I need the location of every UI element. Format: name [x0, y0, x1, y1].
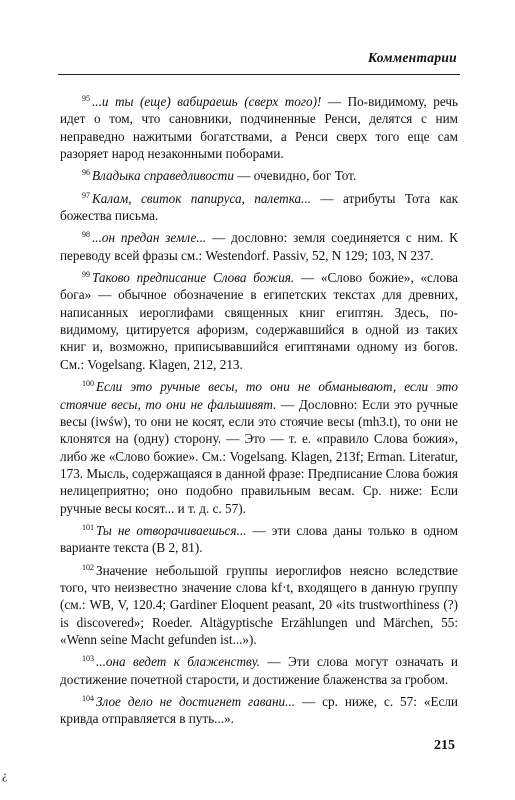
note-text: — Дословно: Если это ручные весы (iwśw), то они не косят, если это стоячие весы (mh3.t), то они не клонятся на (одну) сторону. — Это — т. е. «правило Слова божия», либо же «Слово божие». См.: Vogelsang. Klagen, 213f; Erman. Literatur, 173. Мысль, содержащаяся в данной фразе: Предписание Слова божия нелицеприятно; оно подобно правильным весам. Ср. ниже: Если ручные весы косят... и т. д. с. 57). — [60, 396, 459, 516]
note-text: — По-видимому, речь идет о том, что сановники, подчиненные Ренси, делятся с ним неправедно нажитыми богатствами, а Ренси сверх того еще сам разоряет народ незаконными поборами. — [60, 94, 458, 162]
running-head: Комментарии — [367, 50, 457, 65]
note-lemma: ...он предан земле... — [92, 230, 207, 246]
note-lemma: Злое дело не достигнет гавани... — [96, 694, 296, 709]
note-97 — [60, 187, 458, 225]
note-number: 100 — [82, 379, 94, 389]
note-text: — дословно: земля соединяется с ним. К переводу всей фразы см.: Westendorf. Passiv, 52, N 129; 103, N 237. — [60, 230, 458, 263]
note-number: 97 — [82, 190, 90, 200]
note-number: 95 — [82, 94, 90, 103]
note-103 — [60, 650, 458, 688]
note-lemma: Калам, свиток папируса, палетка... — [92, 190, 312, 206]
note-lemma: Если это ручные весы, то они не обманывают, если это стоячие весы, то они не фальшивят. — [60, 379, 458, 412]
note-lemma: Ты не отворачиваешься... — [96, 522, 247, 538]
page-number: 215 — [434, 738, 455, 753]
note-number: 103 — [82, 654, 94, 664]
commentary-body — [60, 90, 458, 730]
note-number: 104 — [82, 694, 94, 703]
note-101 — [60, 519, 458, 557]
note-lemma: Владыка справедливости — [92, 168, 234, 184]
note-text: — очевидно, бог Тот. — [233, 168, 357, 184]
note-lemma: ...она ведет к блаженству. — [96, 654, 261, 670]
note-text: — атрибуты Тота как божества письма. — [60, 190, 458, 224]
note-95 — [60, 90, 458, 162]
note-100 — [60, 375, 458, 517]
note-text: Значение небольшой группы иероглифов неясно вследствие того, что неизвестно значение слова kf·t, входящего в данную группу (см.: WB, V, 120.4; Gardiner Eloquent peasant, 20 «its trustworthiness (?) is discovered»; Roeder. Altägyptische Erzählungen und Märchen, 55: «Wenn seine Macht gefunden ist...»). — [60, 562, 458, 647]
note-number: 98 — [82, 230, 90, 240]
note-text: — «Слово божие», «слова бога» — обычное обозначение в египетских текстах для древних, написанных иероглифами священных книг египтян. Здесь, по-видимому, цитируется афоризм, содержавшийся в одной из таких книг и, возможно, приписывавшийся египтянами одному из богов. См.: Vogelsang. Klagen, 212, 213. — [60, 270, 458, 372]
edge-mark: ¿ — [2, 768, 8, 782]
note-number: 99 — [82, 270, 90, 280]
note-96 — [60, 164, 458, 184]
note-102 — [60, 559, 458, 649]
note-text: — ср. ниже, с. 57: «Если кривда отправляется в путь...». — [60, 694, 458, 727]
note-number: 96 — [82, 168, 90, 178]
note-lemma: Таково предписание Слова божия. — [92, 270, 295, 286]
header-rule — [58, 74, 460, 75]
note-number: 102 — [82, 562, 94, 572]
note-98 — [60, 226, 458, 264]
note-lemma: ...и ты (еще) вабираешь (сверх того)! — [92, 94, 322, 109]
note-text: — Эти слова могут означать и достижение почетной старости, и достижение блаженства за гробом. — [60, 654, 458, 687]
note-99 — [60, 266, 458, 373]
note-text: — эти слова даны только в одном варианте текста (B 2, 81). — [60, 522, 458, 556]
note-104 — [60, 690, 458, 728]
note-number: 101 — [82, 522, 94, 532]
